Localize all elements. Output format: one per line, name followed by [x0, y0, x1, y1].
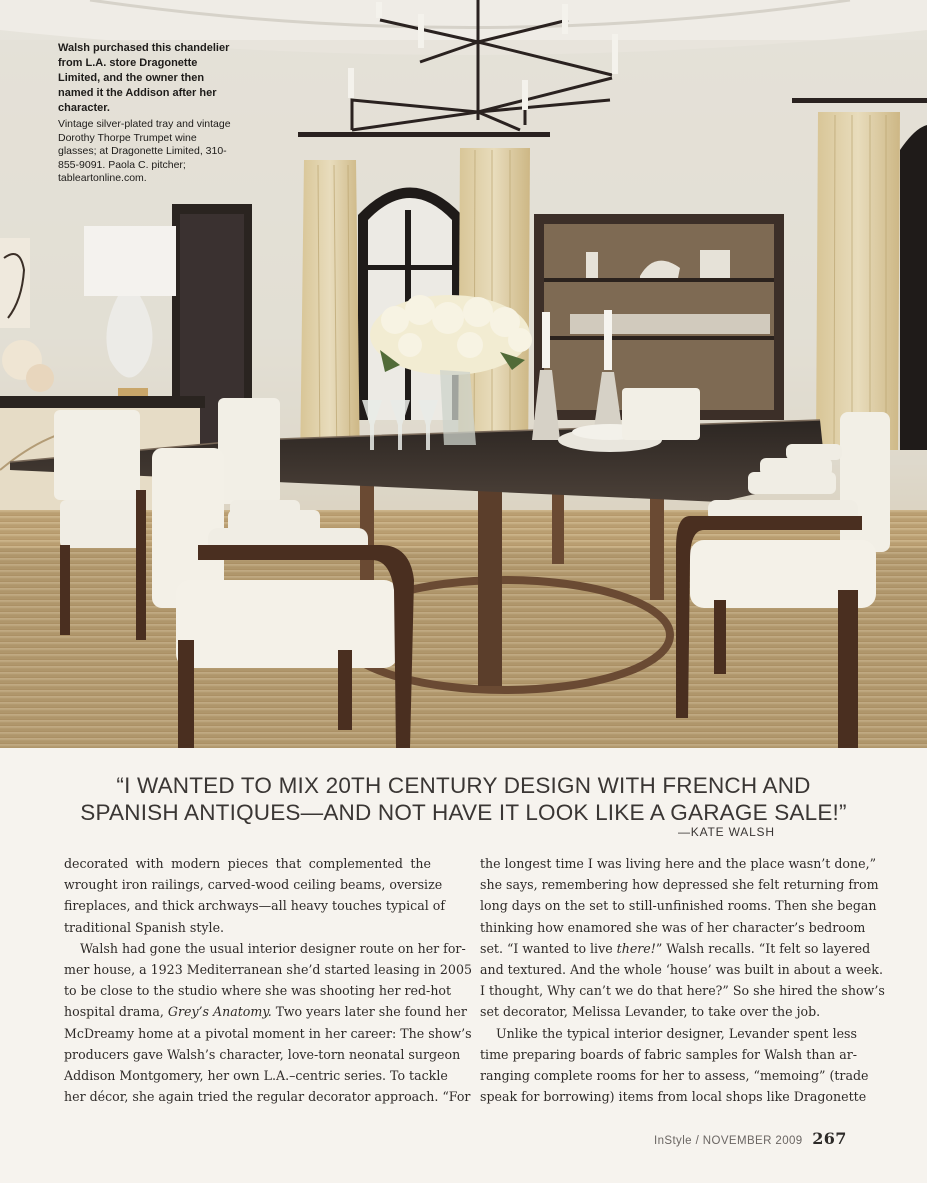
- body-text: set. “I wanted to live: [480, 940, 617, 956]
- body-text: Two years later she found her: [271, 1004, 467, 1020]
- body-line: the longest time I was living here and the place wasn’t done,”: [480, 856, 877, 871]
- body-line: set decorator, Melissa Levander, to take over the job.: [480, 1004, 821, 1020]
- page-number: 267: [812, 1129, 847, 1148]
- body-column-right: [480, 853, 885, 1107]
- issue-date: NOVEMBER 2009: [702, 1135, 803, 1147]
- caption-credits: Vintage silver-plated tray and vintage Dorothy Thorpe Trumpet wine glasses; at Dragonette Limited, 310-855-9091. Paola C. pitcher; tableartonline.com.: [58, 118, 231, 184]
- body-column-left: [64, 853, 472, 1107]
- caption-headline: Walsh purchased this chandelier from L.A. store Dragonette Limited, and the owner then named it the Addison after her character.: [58, 42, 230, 114]
- body-line: mer house, a 1923 Mediterranean she’d started leasing in 2005: [64, 962, 472, 978]
- body-line: and textured. And the whole ‘house’ was built in about a week.: [480, 962, 883, 978]
- pull-quote-line-1: “I WANTED TO MIX 20TH CENTURY DESIGN WITH FRENCH AND: [116, 773, 811, 798]
- body-line: long days on the set to still-unfinished rooms. Then she began: [480, 898, 877, 914]
- body-line: producers gave Walsh’s character, love-torn neonatal surgeon: [64, 1046, 461, 1062]
- body-line-mixed: [64, 1001, 467, 1022]
- show-title: Grey’s Anatomy.: [167, 1004, 272, 1020]
- page-folio: [654, 1129, 847, 1148]
- body-line: wrought iron railings, carved-wood ceiling beams, oversize: [64, 877, 443, 893]
- photo-caption: [58, 41, 233, 186]
- body-line: I thought, Why can’t we do that here?” So she hired the show’s: [480, 983, 885, 999]
- body-line: to be close to the studio where she was shooting her red-hot: [64, 983, 452, 999]
- body-line: Walsh had gone the usual interior designer route on her for-: [80, 940, 466, 956]
- body-line: decorated with modern pieces that complemented the: [64, 856, 431, 871]
- emphasis-text: there!: [616, 940, 656, 956]
- body-line-mixed: [480, 938, 871, 959]
- body-line: Unlike the typical interior designer, Levander spent less: [496, 1025, 857, 1041]
- magazine-name: InStyle: [654, 1135, 692, 1147]
- body-line: Addison Montgomery, her own L.A.–centric series. To tackle: [64, 1068, 448, 1084]
- body-line: her décor, she again tried the regular decorator approach. “For: [64, 1089, 471, 1105]
- pull-quote: [60, 772, 867, 826]
- body-text: hospital drama,: [64, 1004, 168, 1020]
- body-line: McDreamy home at a pivotal moment in her career: The show’s: [64, 1025, 472, 1041]
- body-line: ranging complete rooms for her to assess, “memoing” (trade: [480, 1068, 869, 1084]
- pull-quote-attribution: —KATE WALSH: [678, 825, 775, 839]
- body-line: time preparing boards of fabric samples for Walsh than ar-: [480, 1046, 857, 1062]
- body-line: traditional Spanish style.: [64, 919, 225, 935]
- body-line: fireplaces, and thick archways—all heavy touches typical of: [64, 898, 445, 914]
- folio-separator: /: [695, 1135, 700, 1147]
- body-line: speak for borrowing) items from local shops like Dragonette: [480, 1089, 867, 1105]
- body-text: ” Walsh recalls. “It felt so layered: [655, 940, 871, 956]
- pull-quote-line-2: SPANISH ANTIQUES—AND NOT HAVE IT LOOK LIKE A GARAGE SALE!”: [80, 800, 847, 825]
- body-line: she says, remembering how depressed she felt returning from: [480, 877, 879, 893]
- body-line: thinking how enamored she was of her character’s bedroom: [480, 919, 866, 935]
